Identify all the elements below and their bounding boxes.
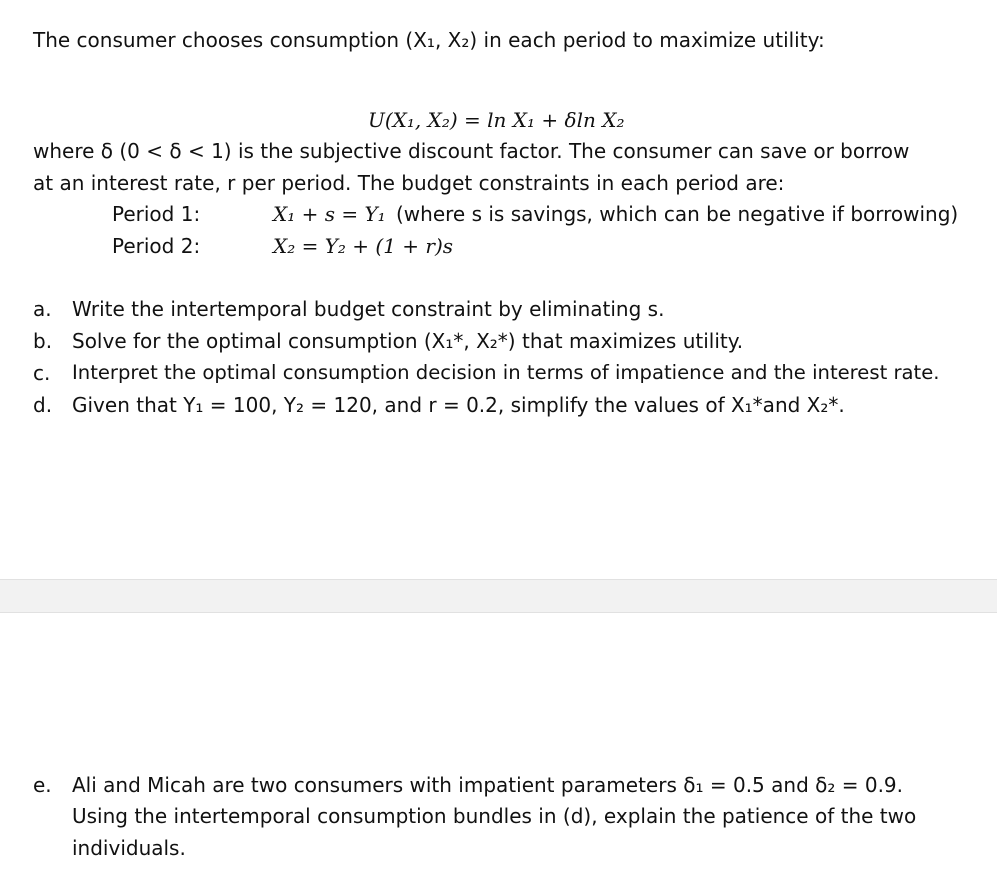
question-a — [0, 295, 997, 323]
utility-equation: U(X₁, X₂) = ln X₁ + δln X₂ — [368, 108, 625, 132]
question-c-label: c. — [33, 361, 51, 385]
intro-line-1: The consumer chooses consumption (X₁, X₂) in each period to maximize utility: — [33, 28, 825, 52]
question-e-line-2: Using the intertemporal consumption bundles in (d), explain the patience of the two — [72, 804, 917, 828]
question-d — [0, 391, 997, 419]
question-b-text: Solve for the optimal consumption (X₁*, X₂*) that maximizes utility. — [72, 329, 744, 353]
question-e-line-3: individuals. — [72, 836, 186, 860]
question-d-label: d. — [33, 393, 53, 417]
period-1-label: Period 1: — [112, 202, 201, 226]
period-1-equation: X₁ + s = Y₁ — [273, 202, 386, 226]
question-e-label: e. — [33, 773, 52, 797]
intro-line-3: at an interest rate, r per period. The budget constraints in each period are: — [33, 171, 785, 195]
question-b — [0, 327, 997, 355]
question-a-label: a. — [33, 297, 52, 321]
period-2-label: Period 2: — [112, 234, 201, 258]
question-e-line-1: Ali and Micah are two consumers with impatient parameters δ₁ = 0.5 and δ₂ = 0.9. — [72, 773, 904, 797]
period-1-note: (where s is savings, which can be negative if borrowing) — [396, 202, 959, 226]
question-c — [0, 359, 997, 387]
period-2-equation: X₂ = Y₂ + (1 + r)s — [273, 234, 454, 258]
question-a-text: Write the intertemporal budget constraint by eliminating s. — [72, 297, 665, 321]
question-b-label: b. — [33, 329, 53, 353]
page-break — [0, 579, 997, 613]
question-c-text: Interpret the optimal consumption decision in terms of impatience and the interest rate. — [72, 361, 940, 384]
intro-line-2: where δ (0 < δ < 1) is the subjective discount factor. The consumer can save or borrow — [33, 139, 910, 163]
question-d-text: Given that Y₁ = 100, Y₂ = 120, and r = 0.2, simplify the values of X₁*and X₂*. — [72, 393, 845, 417]
